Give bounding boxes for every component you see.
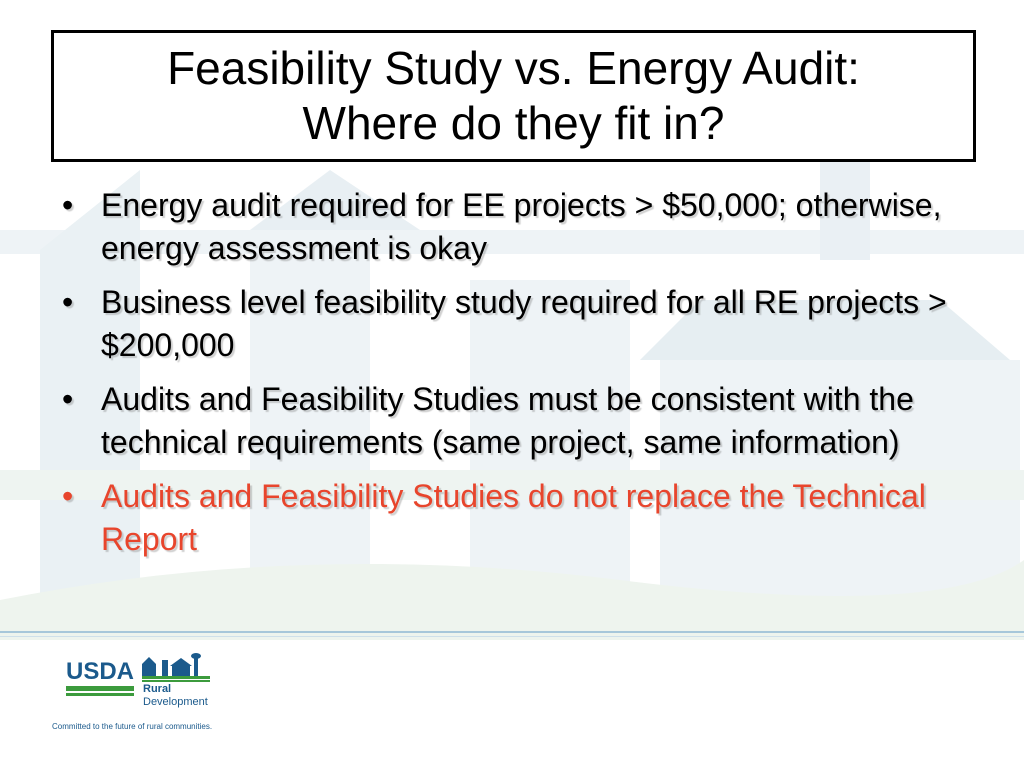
usda-logo-swoosh	[66, 686, 134, 691]
bullet-item-consistency	[62, 378, 982, 464]
footer-tagline: Committed to the future of rural communities.	[52, 722, 213, 731]
bullet-text: Business level feasibility study required for all RE projects > $200,000	[101, 284, 947, 363]
development-label: Development	[143, 696, 208, 708]
bullet-text: Audits and Feasibility Studies do not replace the Technical Report	[101, 478, 926, 557]
title-line-2: Where do they fit in?	[302, 97, 725, 149]
bullet-marker: •	[62, 284, 74, 320]
rural-label: Rural	[143, 683, 172, 695]
footer-divider-secondary	[0, 636, 1024, 637]
bullet-item-re-feasibility	[62, 281, 982, 367]
page-title	[167, 41, 860, 151]
bullet-marker: •	[62, 478, 74, 514]
usda-rd-logo	[66, 652, 216, 714]
bullet-list	[62, 184, 982, 572]
bullet-marker: •	[62, 381, 74, 417]
footer-divider	[0, 631, 1024, 633]
bullet-item-technical-report	[62, 475, 982, 561]
bullet-marker: •	[62, 187, 74, 223]
usda-logo-swoosh-2	[66, 693, 134, 696]
rural-development-icon	[142, 652, 210, 682]
bullet-text: Energy audit required for EE projects > $50,000; otherwise, energy assessment is okay	[101, 187, 942, 266]
bullet-item-ee-audit	[62, 184, 982, 270]
title-box	[51, 30, 976, 162]
title-line-1: Feasibility Study vs. Energy Audit:	[167, 42, 860, 94]
bullet-text: Audits and Feasibility Studies must be consistent with the technical requirements (same project, same information)	[101, 381, 914, 460]
usda-logo-text: USDA	[66, 658, 135, 685]
